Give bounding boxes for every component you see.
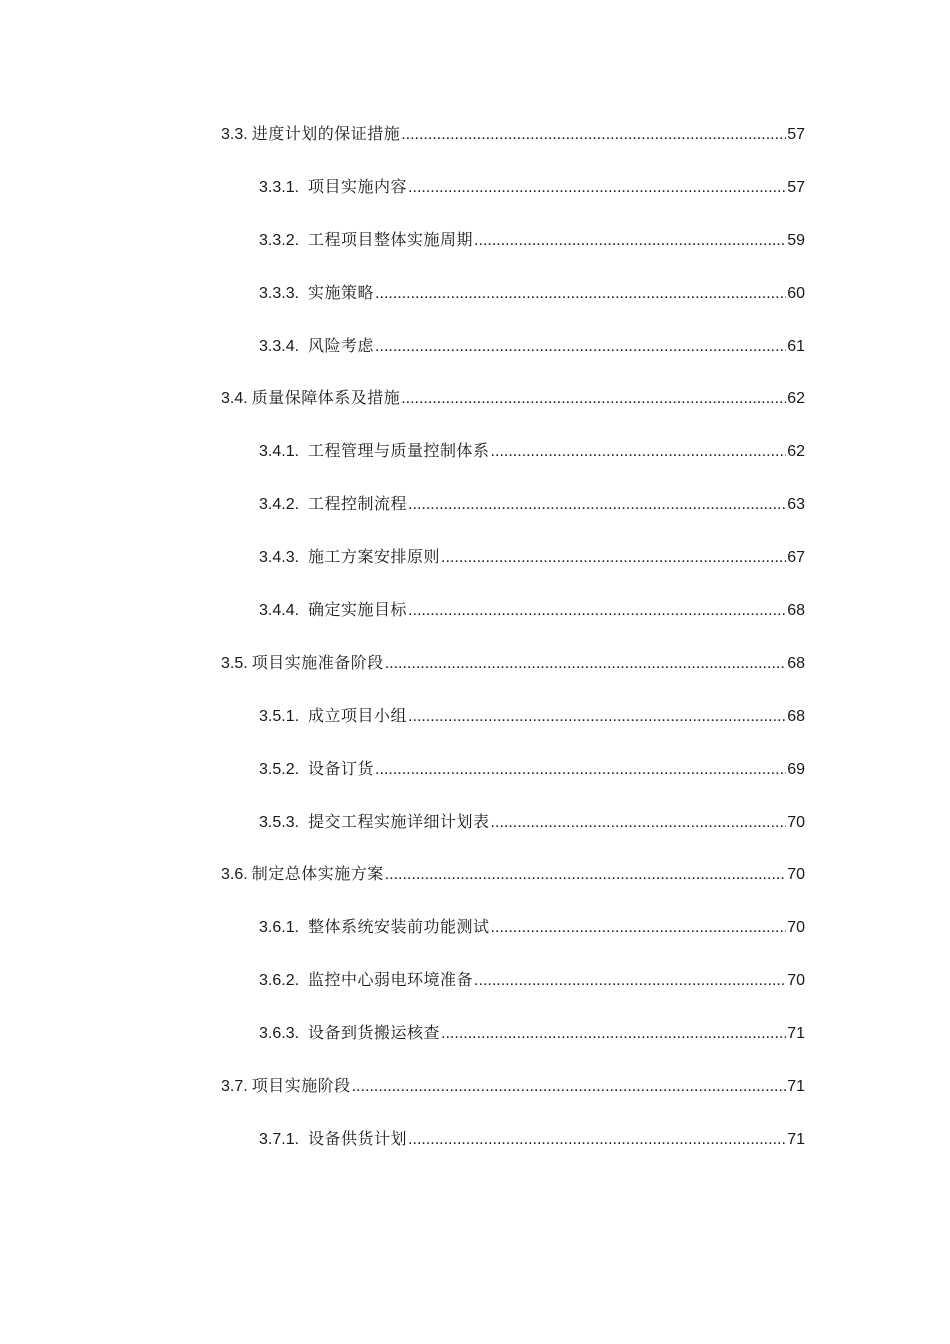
toc-entry-title: 确定实施目标 (308, 600, 408, 620)
toc-dot-leader (408, 491, 786, 519)
toc-dot-leader (385, 650, 787, 678)
toc-entry-number: 3.4.3. (259, 549, 300, 567)
toc-dot-leader (401, 385, 786, 413)
toc-entry-number: 3.6.3. (259, 1025, 300, 1043)
toc-entry-page-number: 69 (787, 760, 805, 778)
toc-entry-number: 3.6.1. (259, 919, 300, 937)
toc-entry-page-number: 71 (787, 1130, 805, 1148)
toc-entry-number: 3.5.2. (259, 760, 300, 778)
toc-entry-subsection[interactable] (221, 173, 805, 226)
toc-entry-page-number: 62 (787, 443, 805, 461)
toc-dot-leader (385, 861, 787, 889)
toc-entry-page-number: 71 (787, 1078, 805, 1096)
toc-dot-leader (441, 544, 786, 572)
toc-entry-number: 3.7. (221, 1078, 248, 1096)
toc-entry-page-number: 70 (787, 866, 805, 884)
toc-entry-number: 3.6. (221, 866, 248, 884)
toc-entry-title: 设备供货计划 (308, 1128, 408, 1148)
table-of-contents (221, 120, 805, 1178)
toc-entry-title: 质量保障体系及措施 (251, 388, 401, 408)
toc-entry-subsection[interactable] (221, 1125, 805, 1178)
toc-entry-title: 实施策略 (308, 282, 375, 302)
toc-entry-subsection[interactable] (221, 332, 805, 385)
toc-entry-title: 工程控制流程 (308, 494, 408, 514)
toc-entry-title: 设备订货 (308, 758, 375, 778)
toc-dot-leader (441, 1020, 786, 1048)
toc-entry-page-number: 68 (787, 602, 805, 620)
toc-dot-leader (408, 174, 786, 202)
toc-entry-number: 3.3.2. (259, 231, 300, 249)
toc-entry-page-number: 70 (787, 919, 805, 937)
toc-entry-number: 3.4.4. (259, 602, 300, 620)
toc-entry-subsection[interactable] (221, 226, 805, 279)
toc-entry-number: 3.4. (221, 390, 248, 408)
toc-dot-leader (491, 914, 787, 942)
toc-entry-number: 3.3.1. (259, 178, 300, 196)
toc-entry-page-number: 67 (787, 549, 805, 567)
toc-dot-leader (491, 438, 787, 466)
toc-dot-leader (408, 597, 786, 625)
toc-entry-page-number: 68 (787, 707, 805, 725)
toc-entry-title: 设备到货搬运核查 (308, 1023, 441, 1043)
toc-entry-page-number: 57 (787, 126, 805, 143)
toc-entry-title: 施工方案安排原则 (308, 547, 441, 567)
toc-entry-number: 3.4.2. (259, 496, 300, 514)
toc-dot-leader (401, 121, 786, 149)
toc-entry-title: 整体系统安装前功能测试 (308, 917, 490, 937)
toc-entry-title: 工程管理与质量控制体系 (308, 441, 490, 461)
toc-entry-page-number: 70 (787, 972, 805, 990)
toc-entry-page-number: 57 (787, 178, 805, 196)
toc-entry-subsection[interactable] (221, 1019, 805, 1072)
toc-entry-number: 3.3.3. (259, 284, 300, 302)
toc-entry-number: 3.3. (221, 126, 248, 143)
toc-entry-number: 3.5. (221, 654, 248, 672)
toc-dot-leader (474, 227, 786, 255)
toc-entry-page-number: 60 (787, 284, 805, 302)
toc-entry-number: 3.4.1. (259, 443, 300, 461)
toc-entry-title: 项目实施准备阶段 (251, 652, 384, 672)
toc-entry-section[interactable] (221, 860, 805, 913)
toc-entry-section[interactable] (221, 1072, 805, 1125)
toc-entry-subsection[interactable] (221, 490, 805, 543)
toc-entry-title: 进度计划的保证措施 (251, 124, 401, 143)
toc-entry-number: 3.5.3. (259, 813, 300, 831)
toc-entry-title: 制定总体实施方案 (251, 864, 384, 884)
toc-entry-number: 3.6.2. (259, 972, 300, 990)
toc-entry-page-number: 71 (787, 1025, 805, 1043)
toc-entry-subsection[interactable] (221, 279, 805, 332)
toc-dot-leader (375, 280, 786, 308)
toc-dot-leader (408, 1126, 786, 1154)
toc-dot-leader (352, 1073, 787, 1101)
toc-dot-leader (474, 967, 786, 995)
toc-dot-leader (375, 333, 786, 361)
toc-entry-page-number: 70 (787, 813, 805, 831)
toc-entry-page-number: 63 (787, 496, 805, 514)
toc-entry-section[interactable] (221, 120, 805, 173)
toc-entry-title: 提交工程实施详细计划表 (308, 811, 490, 831)
toc-entry-subsection[interactable] (221, 808, 805, 861)
toc-dot-leader (375, 756, 786, 784)
toc-entry-page-number: 61 (787, 337, 805, 355)
toc-entry-subsection[interactable] (221, 755, 805, 808)
toc-entry-subsection[interactable] (221, 702, 805, 755)
toc-dot-leader (491, 809, 787, 837)
toc-entry-section[interactable] (221, 649, 805, 702)
toc-entry-subsection[interactable] (221, 596, 805, 649)
toc-entry-title: 工程项目整体实施周期 (308, 229, 474, 249)
toc-entry-title: 监控中心弱电环境准备 (308, 970, 474, 990)
toc-entry-page-number: 68 (787, 654, 805, 672)
toc-entry-subsection[interactable] (221, 966, 805, 1019)
toc-entry-number: 3.7.1. (259, 1130, 300, 1148)
toc-entry-section[interactable] (221, 384, 805, 437)
toc-entry-subsection[interactable] (221, 437, 805, 490)
toc-entry-page-number: 59 (787, 231, 805, 249)
toc-entry-title: 风险考虑 (308, 335, 375, 355)
toc-entry-number: 3.5.1. (259, 707, 300, 725)
toc-dot-leader (408, 703, 786, 731)
toc-entry-title: 项目实施阶段 (251, 1076, 351, 1096)
toc-entry-title: 项目实施内容 (308, 176, 408, 196)
toc-entry-title: 成立项目小组 (308, 705, 408, 725)
toc-entry-number: 3.3.4. (259, 337, 300, 355)
toc-entry-subsection[interactable] (221, 913, 805, 966)
toc-entry-page-number: 62 (787, 390, 805, 408)
toc-entry-subsection[interactable] (221, 543, 805, 596)
